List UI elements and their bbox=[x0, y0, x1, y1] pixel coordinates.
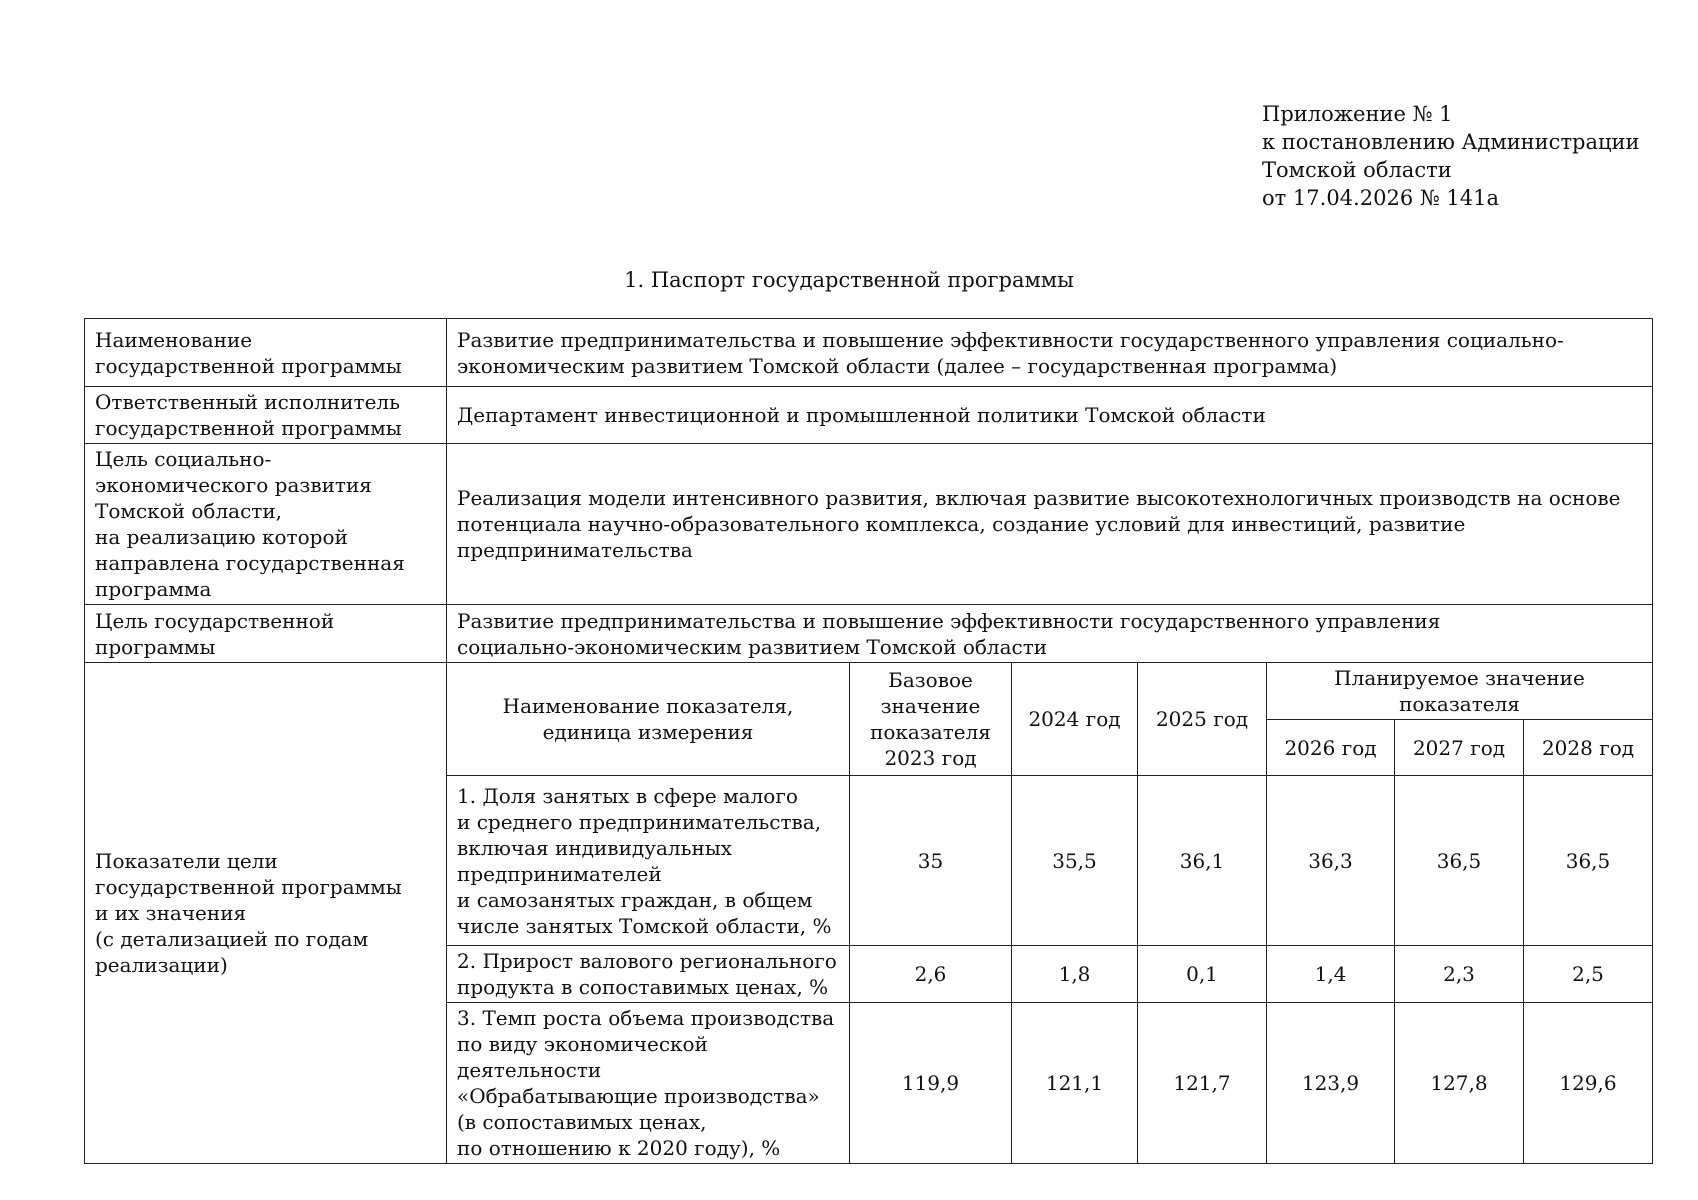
table-row bbox=[85, 387, 1653, 444]
indicator-value: 121,1 bbox=[1012, 1003, 1138, 1164]
indicator-value: 35 bbox=[850, 776, 1012, 946]
row-label: Цель социально- экономического развития Томской области, на реализацию которой направлена государственная программа bbox=[85, 444, 447, 605]
indicator-name: 2. Прирост валового регионального продукта в сопоставимых ценах, % bbox=[447, 946, 850, 1003]
indicator-value: 121,7 bbox=[1138, 1003, 1267, 1164]
indicator-value: 36,5 bbox=[1395, 776, 1524, 946]
header-year-2025: 2025 год bbox=[1138, 663, 1267, 776]
indicator-value: 36,1 bbox=[1138, 776, 1267, 946]
row-value: Реализация модели интенсивного развития, включая развитие высокотехнологичных производств на основе потенциала научно-образовательного комплекса, создание условий для инвестиций, развитие предпринимательства bbox=[447, 444, 1653, 605]
row-label: Цель государственной программы bbox=[85, 605, 447, 663]
row-value: Развитие предпринимательства и повышение эффективности государственного управления социально-экономическим развитием Томской области bbox=[447, 605, 1653, 663]
indicator-value: 2,3 bbox=[1395, 946, 1524, 1003]
header-base-value: Базовое значение показателя 2023 год bbox=[850, 663, 1012, 776]
indicator-value: 129,6 bbox=[1524, 1003, 1653, 1164]
indicator-value: 36,5 bbox=[1524, 776, 1653, 946]
header-year-2028: 2028 год bbox=[1524, 720, 1653, 776]
row-value: Департамент инвестиционной и промышленной политики Томской области bbox=[447, 387, 1653, 444]
indicator-name: 1. Доля занятых в сфере малого и среднего предпринимательства, включая индивидуальных предпринимателей и самозанятых граждан, в общем числе занятых Томской области, % bbox=[447, 776, 850, 946]
indicator-name: 3. Темп роста объема производства по виду экономической деятельности «Обрабатывающие производства» (в сопоставимых ценах, по отношению к 2020 году), % bbox=[447, 1003, 850, 1164]
header-year-2024: 2024 год bbox=[1012, 663, 1138, 776]
header-planned: Планируемое значение показателя bbox=[1267, 663, 1653, 720]
indicator-value: 2,6 bbox=[850, 946, 1012, 1003]
header-indicator-name: Наименование показателя, единица измерения bbox=[447, 663, 850, 776]
row-label: Наименование государственной программы bbox=[85, 319, 447, 387]
appendix-line: от 17.04.2026 № 141а bbox=[1262, 186, 1499, 210]
header-year-2027: 2027 год bbox=[1395, 720, 1524, 776]
indicator-value: 1,8 bbox=[1012, 946, 1138, 1003]
table-row bbox=[85, 319, 1653, 387]
indicator-value: 119,9 bbox=[850, 1003, 1012, 1164]
document-title: 1. Паспорт государственной программы bbox=[624, 268, 1074, 292]
appendix-line: Приложение № 1 bbox=[1262, 102, 1453, 126]
indicator-value: 123,9 bbox=[1267, 1003, 1395, 1164]
indicator-value: 36,3 bbox=[1267, 776, 1395, 946]
table-row bbox=[85, 444, 1653, 605]
indicator-value: 35,5 bbox=[1012, 776, 1138, 946]
header-year-2026: 2026 год bbox=[1267, 720, 1395, 776]
appendix-line: к постановлению Администрации bbox=[1262, 130, 1640, 154]
appendix-line: Томской области bbox=[1262, 158, 1452, 182]
indicators-label: Показатели цели государственной программы и их значения (с детализацией по годам реализации) bbox=[85, 663, 447, 1164]
row-value: Развитие предпринимательства и повышение эффективности государственного управления социально-экономическим развитием Томской области (далее – государственная программа) bbox=[447, 319, 1653, 387]
passport-table bbox=[84, 318, 1653, 1164]
indicator-value: 127,8 bbox=[1395, 1003, 1524, 1164]
table-row bbox=[85, 605, 1653, 663]
appendix-block bbox=[1262, 100, 1640, 212]
indicator-value: 0,1 bbox=[1138, 946, 1267, 1003]
row-label: Ответственный исполнитель государственной программы bbox=[85, 387, 447, 444]
indicator-value: 2,5 bbox=[1524, 946, 1653, 1003]
indicator-header-row bbox=[85, 663, 1653, 720]
indicator-value: 1,4 bbox=[1267, 946, 1395, 1003]
